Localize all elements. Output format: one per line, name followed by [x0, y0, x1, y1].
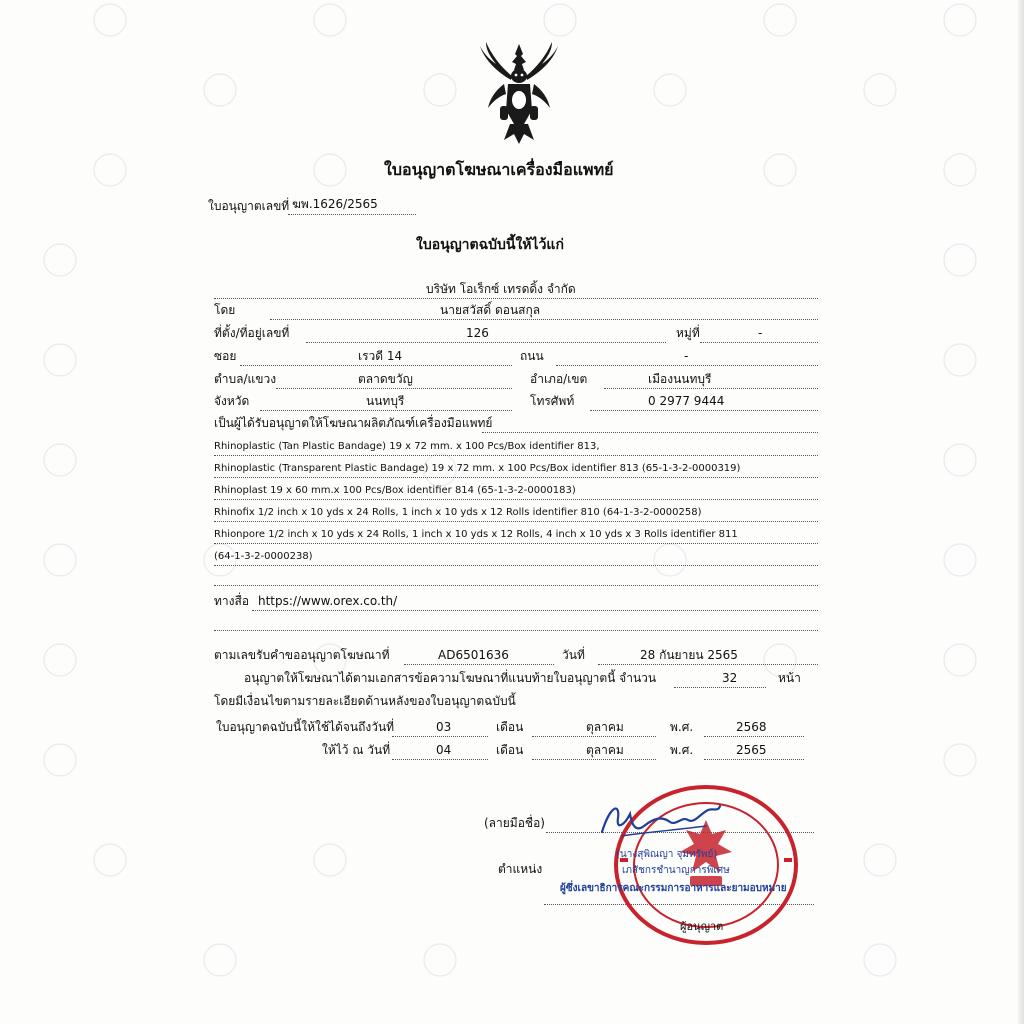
moo-value: - [758, 326, 763, 340]
conditions-text: โดยมีเงื่อนไขตามรายละเอียดด้านหลังของใบอนุญาตฉบับนี้ [214, 694, 516, 708]
valid-until-label: ใบอนุญาตฉบับนี้ให้ใช้ได้จนถึงวันที่ [216, 720, 395, 734]
address-line [306, 342, 666, 343]
media-line-2 [214, 630, 818, 631]
province-value: นนทบุรี [366, 394, 405, 408]
pages-text: อนุญาตให้โฆษณาได้ตามเอกสารข้อความโฆษณาที่แนบท้ายใบอนุญาตนี้ จำนวน [244, 671, 657, 685]
license-number-label: ใบอนุญาตเลขที่ [208, 199, 290, 213]
tambon-label: ตำบล/แขวง [214, 372, 277, 386]
handwritten-signature-icon [596, 796, 726, 844]
valid-day: 03 [436, 720, 452, 734]
valid-month: ตุลาคม [586, 720, 624, 734]
request-number: AD6501636 [438, 648, 509, 662]
signature-label: (ลายมือชื่อ) [484, 816, 545, 830]
product-line-rule [214, 585, 818, 586]
pages-line [674, 687, 766, 688]
license-number-line [288, 214, 416, 215]
address-number: 126 [466, 326, 489, 340]
media-url: https://www.orex.co.th/ [258, 594, 398, 608]
issued-to-heading: ใบอนุญาตฉบับนี้ให้ไว้แก่ [416, 237, 564, 253]
request-number-line [404, 664, 554, 665]
company-line [214, 298, 818, 299]
request-date-label: วันที่ [562, 648, 585, 662]
signer-name: (นางสุพิณญา จุ​มทรัพย์) [616, 849, 718, 860]
signer-role: เภสัชกรชำนาญการพิเศษ [622, 865, 730, 876]
products-intro-line [482, 432, 818, 433]
province-label: จังหวัด [214, 394, 250, 408]
soi-value: เรวดี 14 [358, 349, 403, 363]
road-value: - [684, 349, 689, 363]
valid-year-label: พ.ศ. [670, 720, 694, 734]
amphoe-line [604, 388, 818, 389]
media-line [252, 610, 818, 611]
product-line-rule [214, 499, 818, 500]
valid-month-label: เดือน [496, 720, 524, 734]
province-line [260, 410, 512, 411]
phone-value: 0 2977 9444 [648, 394, 725, 408]
issued-month-line [532, 759, 656, 760]
request-date: 28 กันยายน 2565 [640, 648, 738, 662]
amphoe-label: อำเภอ/เขต [530, 372, 588, 386]
pages-unit: หน้า [778, 671, 801, 685]
by-label: โดย [214, 303, 236, 317]
product-line-rule [214, 543, 818, 544]
issued-label: ให้ไว้ ณ วันที่ [322, 743, 391, 757]
issued-day: 04 [436, 743, 452, 757]
issued-year-line [704, 759, 804, 760]
product-line: Rhinoplastic (Transparent Plastic Bandage) 19 x 72 mm. x 100 Pcs/Box identifier 813 (65-1-3-2-0000319) [214, 463, 741, 474]
pages-count: 32 [722, 671, 738, 685]
issued-year: 2565 [736, 743, 767, 757]
valid-month-line [532, 736, 656, 737]
phone-label: โทรศัพท์ [530, 394, 575, 408]
products-intro: เป็นผู้ได้รับอนุญาตให้โฆษณาผลิตภัณฑ์เครื่องมือแพทย์ [214, 416, 493, 430]
tambon-line [276, 388, 512, 389]
document-title: ใบอนุญาตโฆษณาเครื่องมือแพทย์ [384, 160, 614, 179]
product-line: Rhionpore 1/2 inch x 10 yds x 24 Rolls, 1 inch x 10 yds x 12 Rolls, 4 inch x 10 yds x 3 Rolls identifier 811 [214, 529, 738, 540]
by-name: นายสวัสดิ์ ดอนสกุล [440, 303, 541, 317]
road-line [556, 365, 818, 366]
delegate-text: ผู้ซึ่งเลขาธิการคณะกรรมการอาหารและยามอบหมาย [560, 883, 787, 894]
request-date-line [598, 664, 818, 665]
phone-line [590, 410, 818, 411]
soi-line [240, 365, 512, 366]
position-label: ตำแหน่ง [498, 862, 543, 876]
address-label: ที่ตั้ง/ที่อยู่เลขที่ [214, 326, 290, 340]
soi-label: ซอย [214, 349, 237, 363]
product-line-rule [214, 477, 818, 478]
licensor-label: ผู้อนุญาต [680, 920, 724, 933]
media-label: ทางสื่อ [214, 594, 250, 608]
moo-label: หมู่ที่ [676, 326, 700, 340]
tambon-value: ตลาดขวัญ [358, 372, 413, 386]
issued-month-label: เดือน [496, 743, 524, 757]
request-label: ตามเลขรับคำขออนุญาตโฆษณาที่ [214, 648, 390, 662]
by-line [270, 319, 818, 320]
product-line: Rhinoplastic (Tan Plastic Bandage) 19 x 72 mm. x 100 Pcs/Box identifier 813, [214, 441, 600, 452]
garuda-emblem-icon [474, 40, 564, 150]
product-line: (64-1-3-2-0000238) [214, 551, 313, 562]
product-line: Rhinoplast 19 x 60 mm.x 100 Pcs/Box identifier 814 (65-1-3-2-0000183) [214, 485, 576, 496]
issued-month: ตุลาคม [586, 743, 624, 757]
valid-year-line [704, 736, 804, 737]
product-line-rule [214, 521, 818, 522]
license-number: ฆพ.1626/2565 [292, 197, 378, 211]
product-line-rule [214, 455, 818, 456]
amphoe-value: เมืองนนทบุรี [648, 372, 712, 386]
moo-line [700, 342, 818, 343]
valid-day-line [392, 736, 488, 737]
product-line: Rhinofix 1/2 inch x 10 yds x 24 Rolls, 1 inch x 10 yds x 12 Rolls identifier 810 (64-1-3-2-0000258) [214, 507, 702, 518]
paper-edge [1018, 0, 1024, 1024]
product-line-rule [214, 565, 818, 566]
issued-day-line [392, 759, 488, 760]
road-label: ถนน [520, 349, 544, 363]
valid-year: 2568 [736, 720, 767, 734]
issued-year-label: พ.ศ. [670, 743, 694, 757]
company-name: บริษัท โอเร็กซ์ เทรดดิ้ง จำกัด [426, 282, 576, 296]
